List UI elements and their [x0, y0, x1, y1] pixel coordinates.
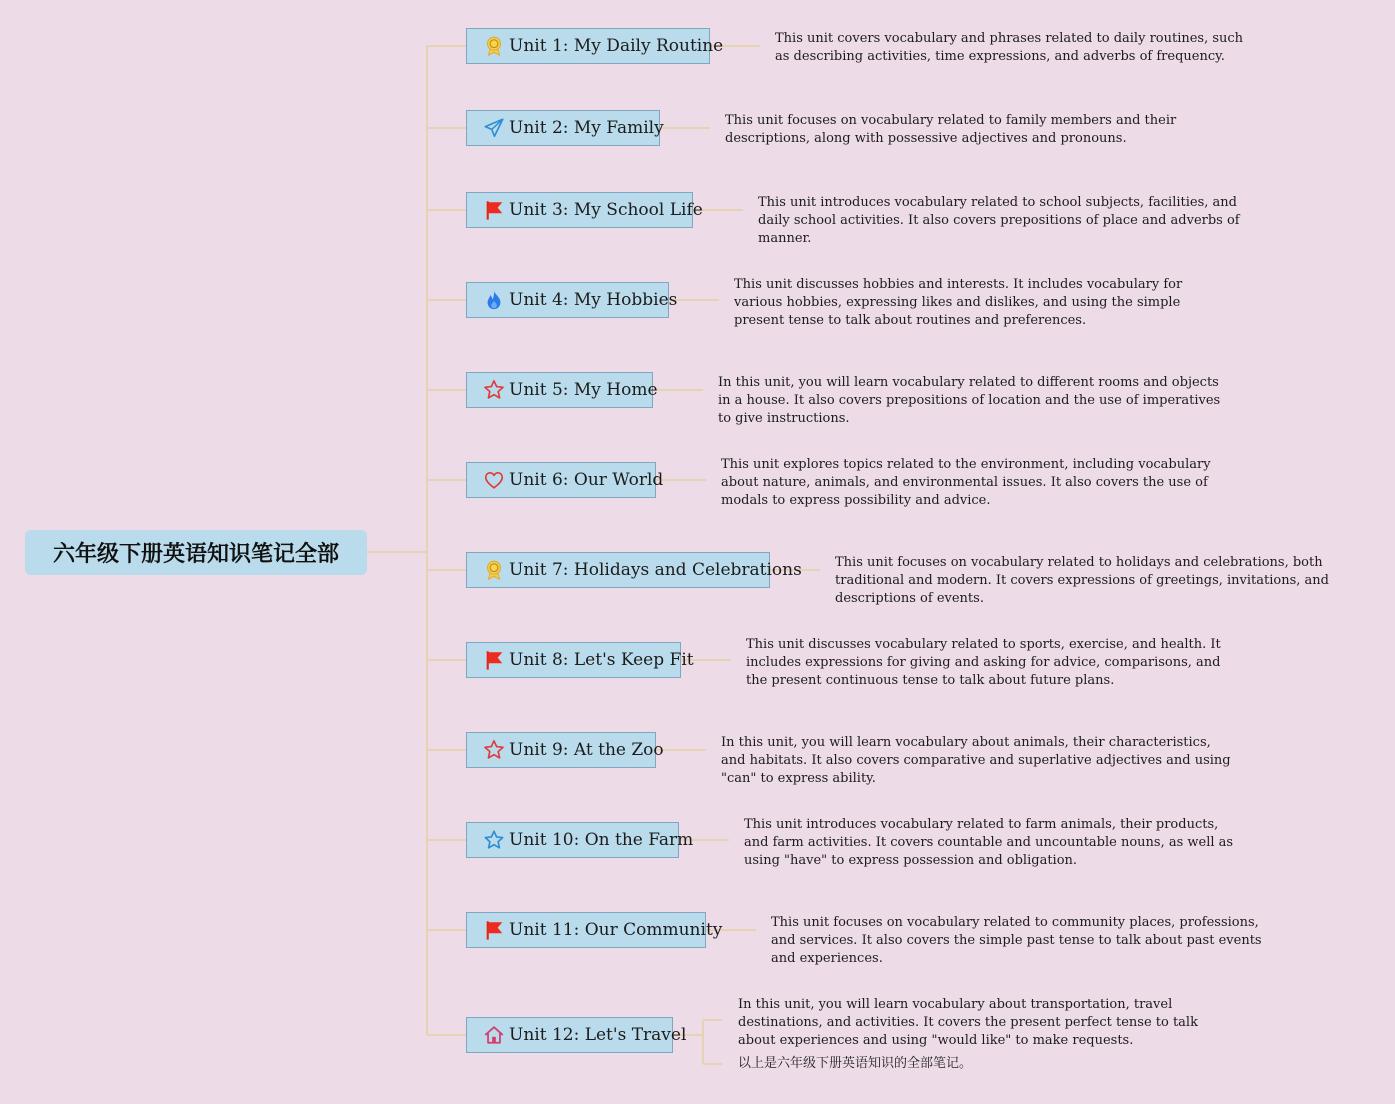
- paper-plane-icon: [483, 117, 505, 139]
- unit-node-7[interactable]: [466, 552, 802, 588]
- unit-node-8[interactable]: [466, 642, 694, 678]
- unit-node-5[interactable]: [466, 372, 658, 408]
- unit-description-12: In this unit, you will learn vocabulary about transportation, travel destinations, and activities. It covers the present perfect tense to talk about experiences and using "would like" to make requests.: [738, 997, 1198, 1048]
- unit-node-12[interactable]: [466, 1017, 687, 1053]
- unit-label: Unit 9: At the Zoo: [509, 740, 664, 760]
- unit-label: Unit 10: On the Farm: [509, 830, 694, 850]
- unit-node-1[interactable]: [466, 28, 724, 64]
- red-flag-icon: [483, 919, 505, 941]
- unit-label: Unit 4: My Hobbies: [509, 290, 678, 310]
- unit-label: Unit 11: Our Community: [509, 920, 723, 940]
- unit-description-5: In this unit, you will learn vocabulary related to different rooms and objects in a house. It also covers prepositions of location and the use of imperatives to give instructions.: [718, 375, 1221, 426]
- home-icon: [483, 1024, 505, 1046]
- unit-description-11: This unit focuses on vocabulary related to community places, professions, and services. It also covers the simple past tense to talk about past events and experiences.: [771, 915, 1262, 966]
- red-flag-icon: [483, 199, 505, 221]
- unit-label: Unit 6: Our World: [509, 470, 664, 490]
- unit-label: Unit 12: Let's Travel: [509, 1025, 687, 1045]
- unit-description-7: This unit focuses on vocabulary related to holidays and celebrations, both traditional and modern. It covers expressions of greetings, invitations, and descriptions of events.: [835, 555, 1329, 606]
- flame-icon: [483, 289, 505, 311]
- star-outline-icon: [483, 379, 505, 401]
- unit-description-2: This unit focuses on vocabulary related to family members and their descriptions, along with possessive adjectives and pronouns.: [725, 113, 1177, 146]
- unit-description-3: This unit introduces vocabulary related to school subjects, facilities, and daily school activities. It also covers prepositions of place and adverbs of manner.: [758, 195, 1240, 246]
- red-flag-icon: [483, 649, 505, 671]
- unit-label: Unit 5: My Home: [509, 380, 658, 400]
- unit-node-11[interactable]: [466, 912, 723, 948]
- star-outline-icon: [483, 739, 505, 761]
- unit-label: Unit 7: Holidays and Celebrations: [509, 560, 802, 580]
- unit-description-4: This unit discusses hobbies and interests. It includes vocabulary for various hobbies, expressing likes and dislikes, and using the simple present tense to talk about routines and preferences.: [734, 277, 1183, 328]
- award-medal-icon: [483, 35, 505, 57]
- unit-node-10[interactable]: [466, 822, 694, 858]
- unit-node-4[interactable]: [466, 282, 678, 318]
- unit-node-3[interactable]: [466, 192, 703, 228]
- award-medal-icon: [483, 559, 505, 581]
- unit-label: Unit 3: My School Life: [509, 200, 703, 220]
- closing-note: 以上是六年级下册英语知识的全部笔记。: [738, 1056, 973, 1071]
- heart-outline-icon: [483, 469, 505, 491]
- unit-label: Unit 1: My Daily Routine: [509, 36, 724, 56]
- unit-description-10: This unit introduces vocabulary related to farm animals, their products, and farm activities. It covers countable and uncountable nouns, as well as using "have" to express possession and obligation.: [744, 817, 1234, 868]
- unit-node-9[interactable]: [466, 732, 664, 768]
- unit-description-6: This unit explores topics related to the environment, including vocabulary about nature, animals, and environmental issues. It also covers the use of modals to express possibility and advice.: [721, 457, 1211, 508]
- unit-label: Unit 2: My Family: [509, 118, 664, 138]
- unit-node-6[interactable]: [466, 462, 664, 498]
- unit-description-8: This unit discusses vocabulary related to sports, exercise, and health. It includes expressions for giving and asking for advice, comparisons, and the present continuous tense to talk about future plans.: [746, 637, 1221, 688]
- unit-description-1: This unit covers vocabulary and phrases related to daily routines, such as describing activities, time expressions, and adverbs of frequency.: [775, 31, 1244, 64]
- unit-label: Unit 8: Let's Keep Fit: [509, 650, 694, 670]
- root-topic[interactable]: 六年级下册英语知识笔记全部: [25, 530, 367, 575]
- unit-node-2[interactable]: [466, 110, 664, 146]
- unit-description-9: In this unit, you will learn vocabulary about animals, their characteristics, and habitats. It also covers comparative and superlative adjectives and using "can" to express ability.: [721, 735, 1231, 786]
- blue-star-icon: [483, 829, 505, 851]
